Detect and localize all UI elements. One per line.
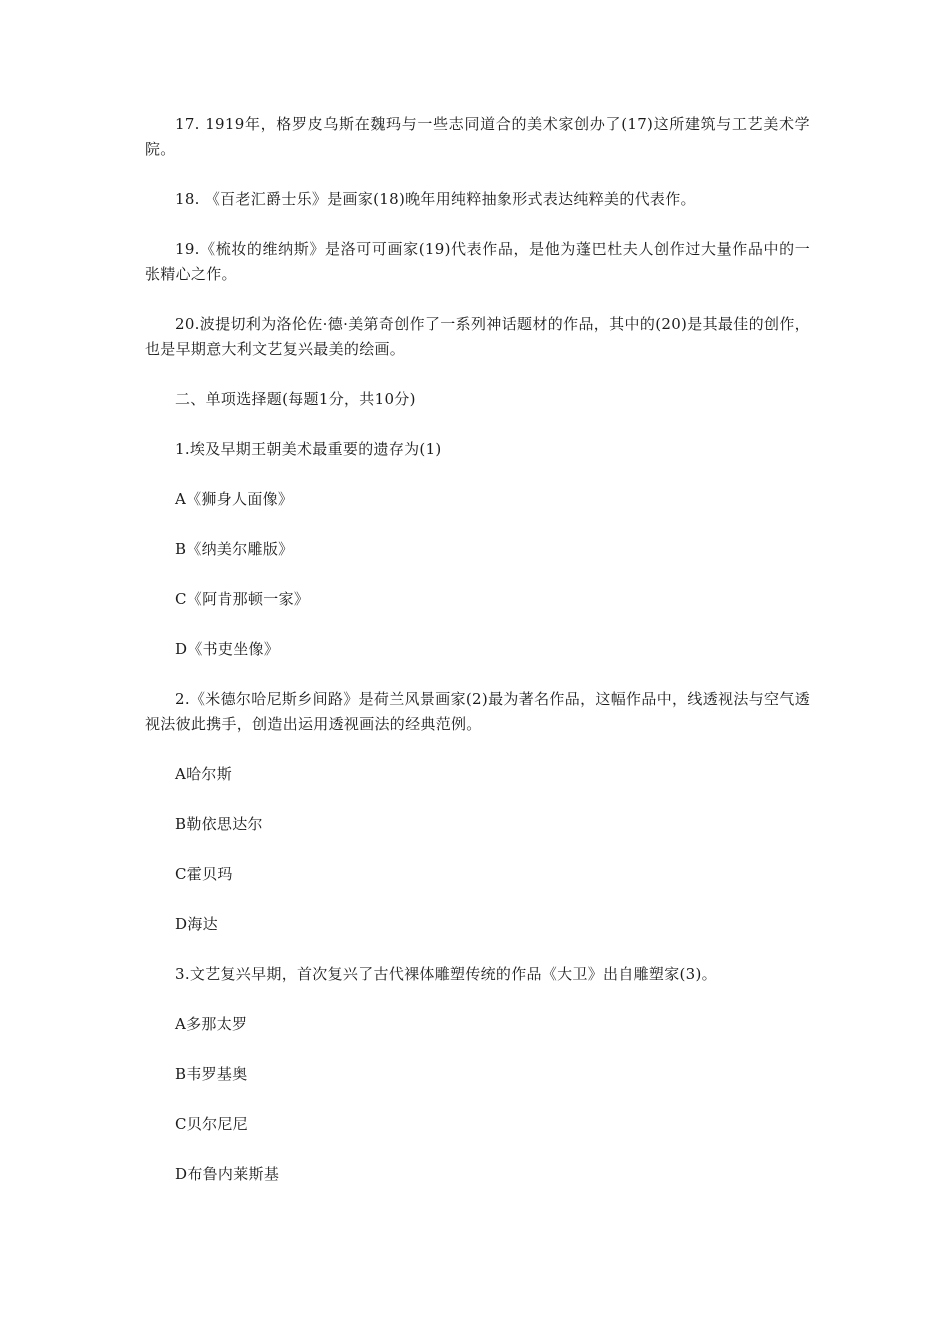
question-3-option-b: B韦罗基奥: [175, 1065, 248, 1083]
question-1-option-a: A《狮身人面像》: [175, 490, 294, 508]
question-1-option-b: B《纳美尔雕版》: [175, 540, 294, 558]
question-3-stem: 3.文艺复兴早期，首次复兴了古代裸体雕塑传统的作品《大卫》出自雕塑家(3)。: [175, 965, 717, 983]
blank-question-18: 18. 《百老汇爵士乐》是画家(18)晚年用纯粹抽象形式表达纯粹美的代表作。: [175, 190, 696, 208]
question-1-option-d: D《书吏坐像》: [175, 640, 280, 658]
question-3-option-a: A多那太罗: [175, 1015, 248, 1033]
question-2-option-c: C霍贝玛: [175, 865, 233, 883]
question-2-stem: 2.《米德尔哈尼斯乡间路》是荷兰风景画家(2)最为著名作品，这幅作品中，线透视法与空气透视法彼此携手，创造出运用透视画法的经典范例。: [145, 690, 810, 733]
blank-question-20: 20.波提切利为洛伦佐·德·美第奇创作了一系列神话题材的作品，其中的(20)是其最佳的创作，也是早期意大利文艺复兴最美的绘画。: [145, 315, 810, 358]
blank-question-19: 19.《梳妆的维纳斯》是洛可可画家(19)代表作品，是他为蓬巴杜夫人创作过大量作品中的一张精心之作。: [145, 240, 810, 283]
question-2-option-d: D海达: [175, 915, 218, 933]
question-3-option-d: D布鲁内莱斯基: [175, 1165, 280, 1183]
question-3-option-c: C贝尔尼尼: [175, 1115, 248, 1133]
question-1-option-c: C《阿肯那顿一家》: [175, 590, 310, 608]
blank-question-17: 17. 1919年，格罗皮乌斯在魏玛与一些志同道合的美术家创办了(17)这所建筑与工艺美术学院。: [145, 115, 810, 158]
question-2-option-a: A哈尔斯: [175, 765, 233, 783]
question-2-option-b: B勒依思达尔: [175, 815, 263, 833]
section-heading: 二、单项选择题(每题1分，共10分): [175, 390, 416, 408]
question-1-stem: 1.埃及早期王朝美术最重要的遗存为(1): [175, 440, 442, 458]
document-page: [145, 112, 810, 1212]
